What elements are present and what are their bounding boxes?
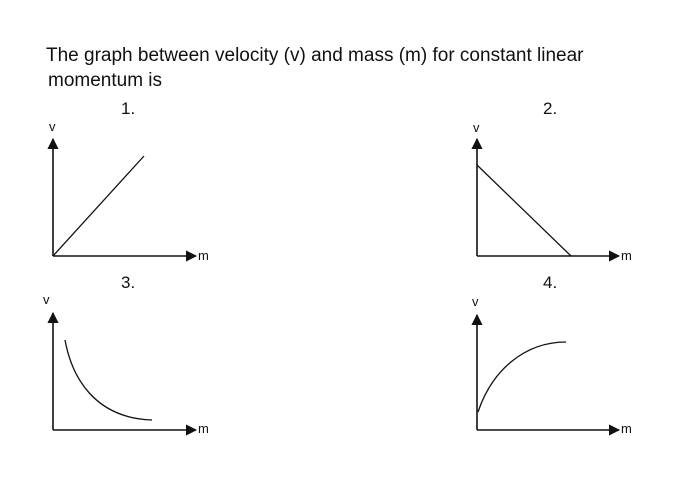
- question-line-1: The graph between velocity (v) and mass (m) for constant linear: [46, 45, 584, 66]
- graph-4-x-label: m: [621, 421, 632, 436]
- option-4-number: 4.: [543, 273, 558, 292]
- graph-4-curve: [478, 342, 566, 412]
- option-1-number: 1.: [121, 99, 136, 118]
- option-3-number: 3.: [121, 273, 136, 292]
- graph-3-y-label: v: [43, 292, 50, 307]
- graph-1: [53, 139, 196, 256]
- graph-3: [53, 313, 196, 430]
- graph-2-y-label: v: [473, 120, 480, 135]
- graph-2-x-label: m: [621, 248, 632, 263]
- graph-1-y-label: v: [49, 119, 56, 134]
- graph-1-curve: [53, 156, 144, 256]
- graph-2: [477, 139, 619, 256]
- graph-4-y-label: v: [472, 294, 479, 309]
- option-2-number: 2.: [543, 99, 558, 118]
- graph-2-curve: [477, 165, 571, 256]
- graph-1-x-label: m: [198, 248, 209, 263]
- question-line-2: momentum is: [48, 70, 163, 91]
- graph-3-x-label: m: [198, 421, 209, 436]
- graph-4: [477, 315, 619, 430]
- graph-3-curve: [65, 340, 152, 420]
